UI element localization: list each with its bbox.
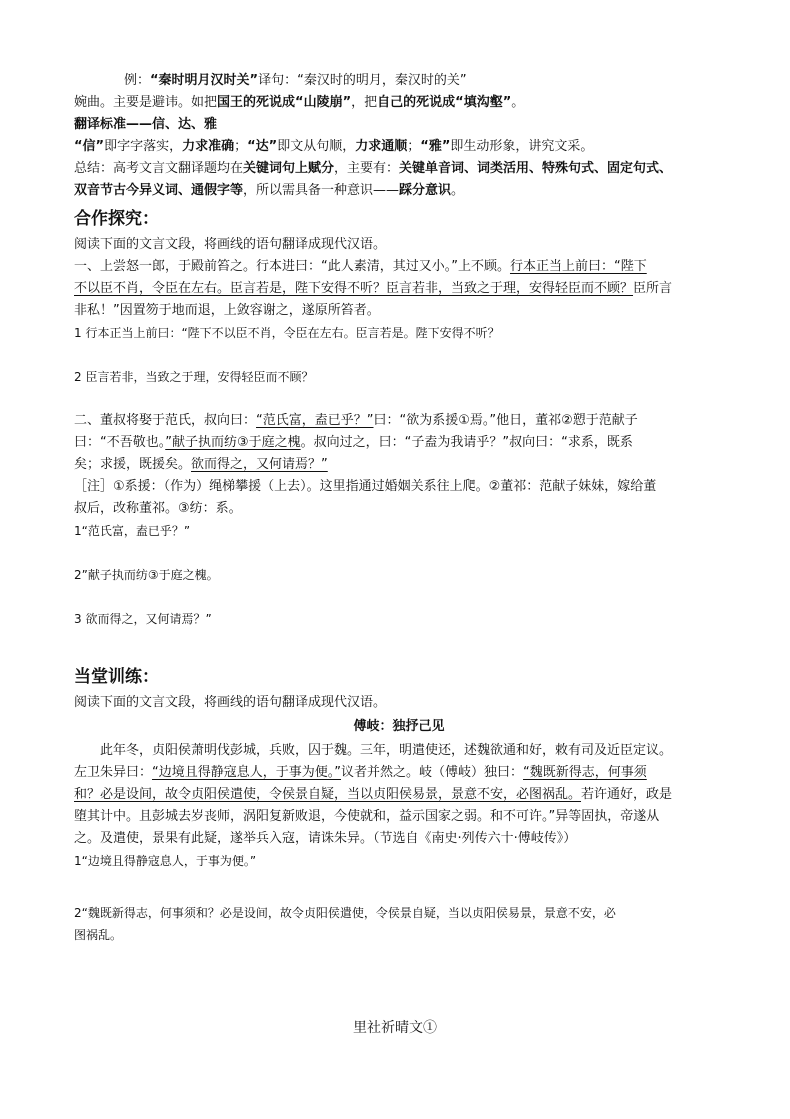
euphemism-text: 婉曲。主要是避讳。如把 bbox=[74, 95, 218, 110]
standard-text: 即生动形象，讲究文采。 bbox=[450, 139, 594, 154]
section2-instruction: 阅读下面的文言文段，将画线的语句翻译成现代汉语。 bbox=[74, 695, 387, 710]
summary-line-1 bbox=[74, 158, 724, 180]
passage1-line-1 bbox=[74, 256, 724, 278]
standard-term: “达” bbox=[247, 139, 278, 154]
passage-text: 曰：“欲为系援①焉。”他日，董祁②愬于范献子 bbox=[373, 413, 638, 428]
underlined-sentence: “魏既新得志，何事须 bbox=[523, 765, 647, 780]
passage-title: 傅岐：独抒己见 bbox=[353, 719, 445, 734]
standard-text: 即字字落实， bbox=[104, 139, 183, 154]
question-6: 1“边境且得静寇息人，于事为便。” bbox=[74, 854, 257, 868]
standard-text: ； bbox=[407, 139, 421, 154]
standard-line bbox=[74, 136, 724, 158]
summary-text: ，所以需具备一种意识—— bbox=[243, 183, 400, 198]
summary-bold: 踩分意识 bbox=[399, 183, 452, 198]
question-5: 3 欲而得之，又何请焉？” bbox=[74, 612, 212, 626]
passage-text: 一、上尝怒一郎，于殿前笞之。行本进曰：“此人素清，其过又小。”上不顾。 bbox=[74, 259, 510, 274]
standard-bold: 力求通顺 bbox=[355, 139, 408, 154]
example-term: “秦时明月汉时关” bbox=[150, 73, 259, 88]
euphemism-bold: 自己的死说成 bbox=[377, 95, 456, 110]
euphemism-bold: 国王的死说成 bbox=[217, 95, 296, 110]
passage-text: 矣；求援，既援矣。 bbox=[74, 457, 192, 472]
example-translation: 译句：“秦汉时的明月，秦汉时的关” bbox=[258, 73, 467, 88]
answer-space bbox=[74, 586, 724, 608]
euphemism-line bbox=[74, 92, 724, 114]
underlined-sentence: ”献子执而纺③于庭之槐 bbox=[165, 435, 301, 450]
passage1-line-2 bbox=[74, 278, 724, 300]
standard-text: ； bbox=[234, 139, 248, 154]
standard-text: 即文从句顺， bbox=[277, 139, 356, 154]
summary-text: 。 bbox=[451, 183, 465, 198]
example-prefix: 例： bbox=[124, 73, 151, 88]
passage2-line-2 bbox=[74, 432, 724, 454]
passage-text: 若许通好，政是 bbox=[581, 787, 673, 802]
underlined-sentence: 不以臣不肖，令臣在左右。臣言若是，陛下安得不听？臣言若非，当致之于理，安得轻臣而不顾？ bbox=[74, 281, 634, 296]
note-line-1: ［注］①系援：（作为）绳梯攀援（上去）。这里指通过婚姻关系往上爬。②董祁：范献子妹妹，嫁给董 bbox=[74, 479, 657, 494]
summary-text: 总结：高考文言文翻译题均在 bbox=[74, 161, 244, 176]
answer-space bbox=[74, 388, 724, 410]
passage3-line-4: 堕其计中。且彭城去岁丧师，涡阳复新败退，今使就和，益示国家之弱。和不可许。”异等固执，帝遂从 bbox=[74, 809, 660, 824]
example-line bbox=[74, 70, 724, 92]
euphemism-text: 。 bbox=[511, 95, 525, 110]
question-2: 2 臣言若非，当致之于理，安得轻臣而不顾？ bbox=[74, 370, 314, 384]
section-heading-cooperative: 合作探究： bbox=[74, 209, 159, 229]
answer-space bbox=[74, 630, 724, 660]
euphemism-term: “山陵崩” bbox=[295, 95, 352, 110]
question-3: 1“范氏富，盍已乎？” bbox=[74, 524, 191, 538]
passage1-line-3: 非私！”因置笏于地而退，上敛容谢之，遂原所笞者。 bbox=[74, 303, 380, 318]
passage3-line-5: 之。及遣使，景果有此疑，遂举兵入寇，请诛朱异。（节选自《南史·列传六十·傅岐传》） bbox=[74, 831, 577, 846]
passage-text: 二、董叔将娶于范氏，叔向曰： bbox=[74, 413, 257, 428]
passage-text: 曰：“不吾敬也。 bbox=[74, 435, 166, 450]
passage2-line-3 bbox=[74, 454, 724, 476]
passage-text: 左卫朱异曰： bbox=[74, 765, 153, 780]
underlined-sentence: 行本正当上前曰：“陛下 bbox=[509, 259, 647, 274]
standard-bold: 力求准确 bbox=[182, 139, 235, 154]
standard-title: 翻译标准——信、达、雅 bbox=[74, 117, 218, 132]
document-page bbox=[74, 70, 724, 946]
underlined-sentence: “范氏富，盍已乎？” bbox=[256, 413, 374, 428]
answer-space bbox=[74, 872, 724, 902]
question-7-line-1: 2“魏既新得志，何事须和？必是设间，故令贞阳侯遣使，令侯景自疑，当以贞阳侯易景，景意不安，必 bbox=[74, 906, 616, 920]
underlined-sentence: “边境且得静寇息人，于事为便。” bbox=[152, 765, 341, 780]
underlined-sentence: 和？必是设间，故令贞阳侯遣使，令侯景自疑，当以贞阳侯易景，景意不安，必图祸乱。 bbox=[74, 787, 582, 802]
standard-term: “信” bbox=[74, 139, 105, 154]
note-line-2: 叔后，改称董祁。③纺：系。 bbox=[74, 501, 242, 516]
passage3-line-1: 此年冬，贞阳侯萧明伐彭城，兵败，囚于魏。三年，明遣使还，述魏欲通和好，敕有司及近臣定议。 bbox=[100, 743, 673, 758]
footer-title: 里社祈晴文① bbox=[353, 1020, 437, 1036]
answer-space bbox=[74, 542, 724, 564]
standard-term: “雅” bbox=[420, 139, 451, 154]
underlined-sentence: 欲而得之，又何请焉？” bbox=[191, 457, 328, 472]
summary-line-2 bbox=[74, 180, 724, 202]
question-1: 1 行本正当上前曰：“陛下不以臣不肖，令臣在左右。臣言若是。陛下安得不听？ bbox=[74, 326, 500, 340]
passage3-line-3 bbox=[74, 784, 724, 806]
section-heading-practice: 当堂训练： bbox=[74, 667, 159, 687]
passage-text: 臣所言 bbox=[633, 281, 673, 296]
question-7-line-2: 图祸乱。 bbox=[74, 928, 123, 942]
euphemism-term: “填沟壑” bbox=[455, 95, 512, 110]
passage-text: 。叔向过之，曰：“子盍为我请乎？”叔向曰：“求系，既系 bbox=[300, 435, 633, 450]
answer-space bbox=[74, 344, 724, 366]
summary-bold: 双音节古今异义词、通假字等 bbox=[74, 183, 244, 198]
passage3-line-2 bbox=[74, 762, 724, 784]
passage2-line-1 bbox=[74, 410, 724, 432]
section1-instruction: 阅读下面的文言文段，将画线的语句翻译成现代汉语。 bbox=[74, 237, 387, 252]
summary-bold: 关键单音词、词类活用、特殊句式、固定句式、 bbox=[399, 161, 673, 176]
question-4: 2”献子执而纺③于庭之槐。 bbox=[74, 568, 219, 582]
summary-text: ，主要有： bbox=[334, 161, 400, 176]
passage-text: 议者并然之。岐（傅岐）独曰： bbox=[341, 765, 524, 780]
euphemism-text: ，把 bbox=[351, 95, 378, 110]
summary-bold: 关键词句上赋分 bbox=[243, 161, 335, 176]
